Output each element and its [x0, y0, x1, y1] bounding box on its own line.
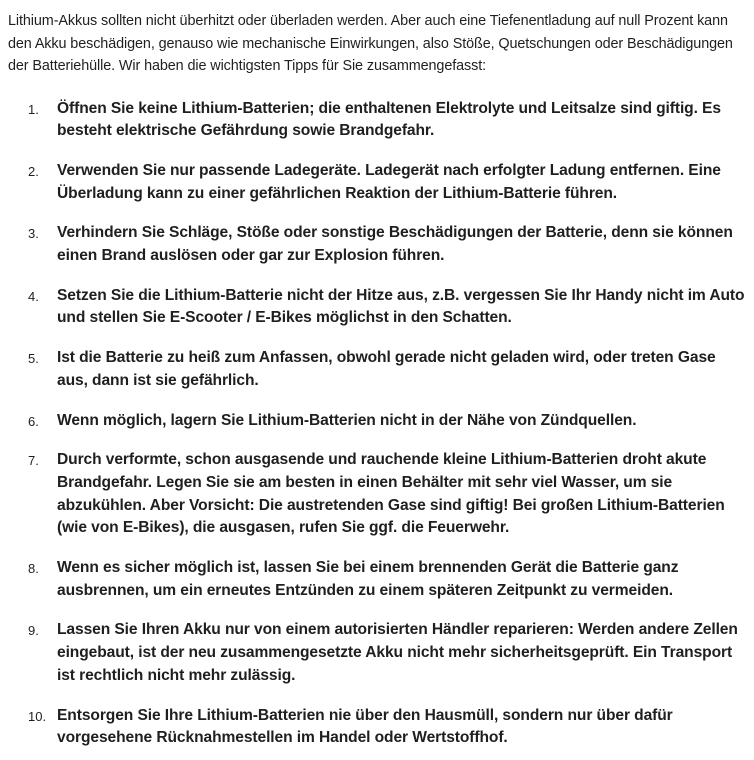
list-item-number: 1. — [28, 101, 39, 117]
intro-paragraph: Lithium-Akkus sollten nicht überhitzt oder überladen werden. Aber auch eine Tiefenentladung auf null Prozent kann den Akku beschädigen, genauso wie mechanische Einwirkungen, also Stöße, Quetschungen oder Beschädigungen der Batteriehülle. Wir haben die wichtigsten Tipps für Sie zusammengefasst: — [8, 13, 733, 74]
list-item — [8, 449, 753, 540]
list-item — [8, 285, 753, 330]
list-item — [8, 222, 753, 267]
list-item-text: Entsorgen Sie Ihre Lithium-Batterien nie über den Hausmüll, sondern nur über dafür vorgesehene Rücknahmestellen im Handel oder Wertstoffhof. — [57, 706, 673, 747]
list-item-text: Wenn es sicher möglich ist, lassen Sie bei einem brennenden Gerät die Batterie ganz ausbrennen, um ein erneutes Entzünden zu einem späteren Zeitpunkt zu vermeiden. — [57, 559, 679, 599]
list-item-text: Verwenden Sie nur passende Ladegeräte. Ladegerät nach erfolgter Ladung entfernen. Eine Überladung kann zu einer gefährlichen Reaktion der Lithium-Batterie führen. — [57, 161, 721, 202]
list-item-number: 7. — [28, 453, 39, 469]
list-item — [8, 347, 753, 392]
list-item — [8, 410, 753, 433]
list-item-number: 6. — [28, 413, 39, 429]
list-item-number: 8. — [28, 561, 39, 577]
list-item-text: Verhindern Sie Schläge, Stöße oder sonstige Beschädigungen der Batterie, denn sie können einen Brand auslösen oder gar zur Explosion führen. — [57, 224, 733, 265]
list-item — [8, 98, 753, 143]
list-item-text: Wenn möglich, lagern Sie Lithium-Batterien nicht in der Nähe von Zündquellen. — [57, 411, 637, 429]
list-item-number: 4. — [28, 288, 39, 304]
tips-list — [8, 98, 754, 750]
list-item-number: 2. — [28, 163, 39, 179]
list-item — [8, 619, 753, 687]
list-item — [8, 557, 753, 602]
list-item-number: 9. — [28, 623, 39, 639]
list-item-text: Ist die Batterie zu heiß zum Anfassen, obwohl gerade nicht geladen wird, oder treten Gase aus, dann ist sie gefährlich. — [57, 349, 716, 389]
list-item-text: Lassen Sie Ihren Akku nur von einem autorisierten Händler reparieren: Werden andere Zellen eingebaut, ist der neu zusammengesetzte Akku nicht mehr sicherheitsgeprüft. Ein Transport ist rechtlich nicht mehr zulässig. — [57, 621, 738, 684]
list-item-text: Öffnen Sie keine Lithium-Batterien; die enthaltenen Elektrolyte und Leitsalze sind giftig. Es besteht elektrische Gefährdung sowie Brandgefahr. — [57, 99, 721, 140]
list-item-number: 3. — [28, 226, 39, 242]
list-item-number: 5. — [28, 351, 39, 367]
list-item-text: Durch verformte, schon ausgasende und rauchende kleine Lithium-Batterien droht akute Brandgefahr. Legen Sie sie am besten in einen Behälter mit sehr viel Wasser, um sie abzukühlen. Aber Vorsicht: Die austretenden Gase sind giftig! Bei großen Lithium-Batterien (wie von E-Bikes), die ausgasen, rufen Sie ggf. die Feuerwehr. — [57, 451, 725, 537]
list-item-number: 10. — [28, 708, 47, 724]
list-item-text: Setzen Sie die Lithium-Batterie nicht der Hitze aus, z.B. vergessen Sie Ihr Handy nicht im Auto und stellen Sie E-Scooter / E-Bikes möglichst in den Schatten. — [57, 286, 745, 327]
list-item — [8, 160, 753, 205]
list-item — [8, 705, 753, 750]
